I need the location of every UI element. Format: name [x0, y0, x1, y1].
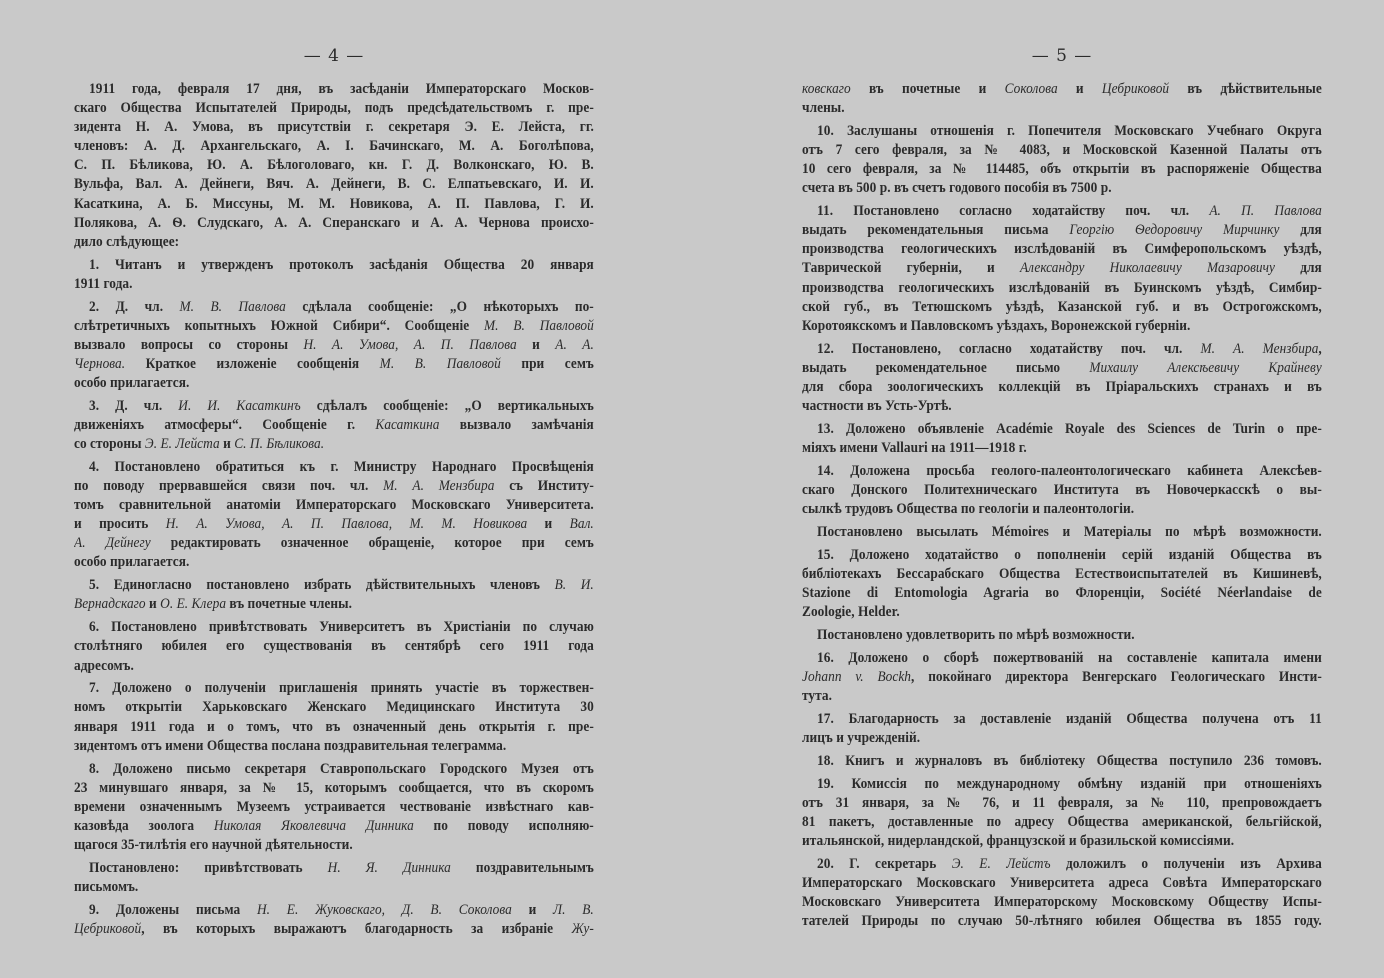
text-segment: 16. Доложено о сборѣ пожертвованій на составленіе капитала имени: [817, 649, 1322, 666]
text-segment: января 1911 года и о томъ, что въ означенный день открытія г. пре-: [74, 718, 594, 735]
text-segment: доложилъ о полученіи изъ Архива: [1050, 855, 1322, 872]
text-line: [74, 595, 594, 614]
text-line: [802, 603, 1322, 622]
italic-name-text: Соколова: [1004, 81, 1058, 97]
italic-name-text: Э. Е. Лейстъ: [951, 855, 1051, 872]
text-line: [802, 221, 1322, 240]
text-line: [74, 156, 594, 175]
text-line: [802, 340, 1322, 359]
italic-name-text: ковскаго: [802, 81, 851, 97]
text-segment: слѣтретичныхъ копытныхъ Южной Сибири“. Сообщеніе: [74, 317, 485, 334]
text-line: [802, 500, 1322, 519]
italic-name-text: А. П. Павлова: [1209, 203, 1322, 220]
text-segment: выдать рекомендательное письмо: [802, 359, 1090, 376]
page-number: — 5 —: [1031, 46, 1093, 66]
text-segment: для: [1279, 222, 1322, 239]
text-segment: выдать рекомендательныя письма: [802, 222, 1070, 239]
text-line: [74, 355, 594, 374]
text-line: [802, 179, 1322, 198]
text-segment: члены.: [802, 100, 845, 117]
text-segment: библіотекахъ Бессарабскаго Общества Естествоиспытателей въ Кишиневѣ,: [802, 565, 1322, 582]
text-line: [802, 99, 1322, 118]
italic-name-text: Александру Николаевичу Мазаровичу: [1019, 260, 1276, 277]
text-segment: счета въ 500 р. въ счетъ годового пособія въ 7500 р.: [802, 180, 1112, 197]
text-segment: по поводу исполняю-: [413, 817, 594, 834]
text-segment: и: [145, 596, 161, 613]
text-segment: 9. Доложены письма: [89, 901, 257, 918]
italic-name-text: М. В. Павловой: [484, 317, 594, 334]
text-segment: и: [511, 901, 554, 918]
text-line: [74, 496, 594, 515]
text-segment: 81 пакетъ, доставленные по адресу Общества американской, бельгійской,: [802, 813, 1322, 830]
text-line: [74, 679, 594, 698]
text-segment: и: [527, 516, 570, 533]
text-line: [74, 477, 594, 496]
text-line: [74, 397, 594, 416]
text-segment: 4. Постановлено обратиться къ г. Министру Народнаго Просвѣщенія: [89, 458, 594, 475]
italic-name-text: М. А. Мензбира: [383, 478, 495, 495]
text-line: [802, 160, 1322, 179]
text-segment: ской губ., въ Тетюшскомъ уѣздѣ, Казанской губ. и въ Острогожскомъ,: [802, 298, 1322, 315]
text-line: [74, 878, 594, 897]
text-segment: Zoologie, Helder.: [802, 604, 900, 621]
text-segment: , покойнаго директора Венгерскаго Геологическаго Инсти-: [911, 668, 1322, 685]
text-line: [802, 420, 1322, 439]
text-segment: 1. Читанъ и утвержденъ протоколъ засѣданія Общества 20 января: [89, 256, 594, 273]
text-segment: номъ открытіи Харьковскаго Женскаго Медицинскаго Института 30: [74, 699, 594, 716]
text-segment: отъ 7 сего февраля, за № 4083, и Московской Казенной Палаты отъ: [802, 142, 1322, 159]
text-segment: 10 сего февраля, за № 114485, объ открытіи въ распоряженіе Общества: [802, 161, 1322, 178]
text-line: [802, 855, 1322, 874]
text-segment: 1911 года.: [74, 275, 133, 292]
text-segment: скаго Донского Политехническаго Института въ Новочеркасскѣ о вы-: [802, 481, 1322, 498]
text-line: [802, 546, 1322, 565]
text-segment: Таврической губерніи, и: [802, 260, 1020, 277]
text-segment: 23 минувшаго января, за № 15, которымъ сообщается, что въ скоромъ: [74, 779, 594, 796]
text-line: [74, 618, 594, 637]
text-segment: 1911 года, февраля 17 дня, въ засѣданіи Императорскаго Москов-: [89, 81, 594, 97]
text-line: [802, 687, 1322, 706]
italic-name-text: Э. Е. Лейста: [144, 436, 220, 453]
text-line: [802, 729, 1322, 748]
text-segment: въ дѣйствительные: [1169, 81, 1322, 97]
text-line: [802, 832, 1322, 851]
italic-name-text: Н. А. Умова, А. П. Павлова, М. М. Новикова: [165, 516, 528, 533]
page-number: — 4 —: [303, 46, 365, 66]
text-line: [802, 710, 1322, 729]
text-segment: производства геологическихъ изслѣдованій въ Симферопольскомъ уѣздѣ,: [802, 241, 1322, 258]
text-segment: особо прилагается.: [74, 375, 190, 391]
text-segment: отъ 31 января, за № 76, и 11 февраля, за № 110, препровождаетъ: [802, 794, 1322, 811]
text-line: [802, 462, 1322, 481]
text-line: [74, 118, 594, 137]
text-line: [74, 859, 594, 878]
text-segment: С. П. Бѣликова, Ю. А. Бѣлоголоваго, кн. Г. Д. Волконскаго, Ю. В.: [74, 157, 594, 174]
text-line: [74, 657, 594, 676]
text-line: [74, 195, 594, 214]
text-line: [74, 515, 594, 534]
text-segment: Коротоякскомъ и Павловскомъ уѣздахъ, Воронежской губерніи.: [802, 317, 1191, 334]
italic-name-text: И. И. Касаткинъ: [178, 397, 301, 414]
text-segment: частности въ Усть-Уртѣ.: [802, 397, 952, 414]
text-segment: столѣтняго юбилея его существованія въ сентябрѣ сего 1911 года: [74, 638, 594, 655]
text-segment: Касаткина, А. Б. Миссуны, М. М. Новикова, А. П. Павлова, Г. И.: [74, 195, 594, 212]
text-segment: 14. Доложена просьба геолого-палеонтологическаго кабинета Алексѣев-: [817, 462, 1322, 479]
text-segment: лицъ и учрежденій.: [802, 729, 921, 746]
text-segment: Stazione di Entomologia Agraria во Флоренціи, Société Néerlandaise de: [802, 584, 1322, 601]
text-line: [802, 279, 1322, 298]
text-segment: членовъ: А. Д. Архангельскаго, А. І. Бачинскаго, М. А. Боголѣпова,: [74, 138, 594, 155]
text-segment: Постановлено высылать Mémoires и Матеріалы по мѣрѣ возможности.: [817, 523, 1322, 540]
text-segment: щагося 35-тилѣтія его научной дѣятельности.: [74, 836, 353, 853]
italic-name-text: Георгію Ѳедоровичу Мирчинку: [1069, 222, 1280, 239]
page-body: [802, 80, 1322, 931]
italic-name-text: А. А.: [555, 336, 594, 353]
text-line: [74, 836, 594, 855]
text-line: [74, 737, 594, 756]
text-line: [74, 637, 594, 656]
text-line: [802, 317, 1322, 336]
text-segment: по поводу прервавшейся связи поч. чл.: [74, 478, 384, 495]
page-body: [74, 80, 594, 939]
italic-name-text: В. И.: [554, 577, 594, 594]
text-segment: Императорскаго Московскаго Университета адреса Совѣта Императорскаго: [802, 875, 1322, 892]
text-line: [74, 698, 594, 717]
text-line: [74, 798, 594, 817]
text-line: [74, 718, 594, 737]
text-line: [74, 779, 594, 798]
italic-name-text: Вал.: [569, 516, 594, 533]
italic-name-text: А. Дейнегу: [74, 535, 151, 552]
text-segment: производства геологическихъ изслѣдованій въ Буинскомъ уѣздѣ, Симбир-: [802, 279, 1322, 296]
text-segment: и просить: [74, 516, 166, 533]
text-segment: 12. Постановлено, согласно ходатайству поч. чл.: [817, 340, 1201, 357]
italic-name-text: О. Е. Клера: [160, 596, 227, 613]
text-line: [802, 813, 1322, 832]
italic-name-text: Касаткина: [375, 416, 440, 433]
italic-name-text: Чернова.: [74, 355, 126, 372]
text-line: [802, 397, 1322, 416]
text-segment: особо прилагается.: [74, 554, 190, 571]
text-line: [802, 122, 1322, 141]
text-line: [802, 259, 1322, 278]
text-line: [802, 912, 1322, 931]
italic-name-text: Жу-: [571, 920, 594, 937]
text-line: [802, 298, 1322, 317]
text-line: [802, 775, 1322, 794]
italic-name-text: М. В. Павлова: [179, 298, 286, 315]
text-segment: Краткое изложеніе сообщенія: [125, 355, 380, 372]
text-line: [74, 817, 594, 836]
text-segment: Вульфа, Вал. А. Дейнеги, Вяч. А. Дейнеги, В. С. Елпатьевскаго, И. И.: [74, 176, 594, 193]
text-line: [802, 359, 1322, 378]
text-line: [74, 214, 594, 233]
italic-name-text: Вернадскаго: [74, 596, 146, 613]
italic-name-text: Н. Я. Динника: [327, 859, 451, 876]
text-line: [802, 584, 1322, 603]
italic-name-text: М. В. Павловой: [379, 355, 501, 372]
text-line: [74, 458, 594, 477]
text-segment: въ почетные и: [850, 81, 1005, 97]
italic-name-text: М. А. Мензбира: [1200, 340, 1319, 357]
italic-name-text: Михаилу Алексѣевичу Крайневу: [1089, 359, 1322, 376]
text-segment: письмомъ.: [74, 878, 139, 895]
text-segment: казовѣда зоолога: [74, 817, 214, 834]
italic-name-text: Николая Яковлевича Динника: [213, 817, 414, 834]
text-segment: 18. Книгъ и журналовъ въ библіотеку Общества поступило 236 томовъ.: [817, 752, 1322, 769]
text-line: [74, 137, 594, 156]
italic-name-text: Н. А. Умова, А. П. Павлова: [303, 336, 517, 353]
text-line: [74, 80, 594, 99]
text-segment: 5. Единогласно постановлено избрать дѣйствительныхъ членовъ: [89, 577, 555, 594]
text-line: [802, 80, 1322, 99]
text-segment: 19. Комиссія по международному обмѣну изданій при отношеніяхъ: [817, 775, 1322, 792]
text-segment: 20. Г. секретарь: [817, 855, 952, 872]
text-segment: 15. Доложено ходатайство о пополненіи серій изданій Общества въ: [817, 546, 1322, 563]
text-line: [802, 565, 1322, 584]
text-line: [74, 416, 594, 435]
text-line: [74, 435, 594, 454]
text-line: [74, 256, 594, 275]
text-segment: ,: [1318, 340, 1322, 357]
text-segment: Постановлено: привѣтствовать: [89, 859, 328, 876]
text-line: [802, 240, 1322, 259]
text-segment: движеніяхъ атмосферы“. Сообщеніе г.: [74, 416, 376, 433]
text-segment: для: [1275, 260, 1322, 277]
text-segment: , въ которыхъ выражаютъ благодарность за избраніе: [141, 920, 572, 937]
text-line: [802, 626, 1322, 645]
text-segment: итальянской, нидерландской, французской и бразильской комиссіями.: [802, 833, 1235, 850]
text-segment: времени означеннымъ Музеемъ устраивается чествованіе извѣстнаго кав-: [74, 798, 594, 815]
text-segment: 11. Постановлено согласно ходатайству поч. чл.: [817, 203, 1210, 220]
text-line: [802, 649, 1322, 668]
text-line: [74, 760, 594, 779]
text-segment: томъ сравнительной анатоміи Императорскаго Московскаго Университета.: [74, 497, 594, 514]
text-segment: 10. Заслушаны отношенія г. Попечителя Московскаго Учебнаго Округа: [817, 122, 1322, 139]
text-segment: со стороны: [74, 436, 145, 453]
text-segment: 3. Д. чл.: [89, 397, 179, 414]
text-segment: поздравительнымъ: [450, 859, 594, 876]
text-line: [802, 378, 1322, 397]
text-line: [802, 439, 1322, 458]
text-segment: вызвало замѣчанія: [439, 416, 594, 433]
text-segment: вызвало вопросы со стороны: [74, 336, 304, 353]
text-segment: зидентомъ отъ имени Общества послана поздравительная телеграмма.: [74, 737, 507, 754]
text-line: [74, 576, 594, 595]
italic-name-text: Л. В.: [553, 901, 594, 918]
italic-name-text: С. П. Бѣликова.: [234, 436, 325, 453]
italic-name-text: Цебриковой: [74, 920, 142, 937]
text-segment: Московскаго Университета Императорскому Московскому Обществу Испы-: [802, 894, 1322, 911]
text-segment: и: [1057, 81, 1102, 97]
text-line: [802, 523, 1322, 542]
text-segment: Постановлено удовлетворить по мѣрѣ возможности.: [817, 626, 1135, 643]
text-segment: тателей Природы по случаю 50-лѣтняго юбилея Общества въ 1855 году.: [802, 913, 1322, 930]
text-line: [74, 553, 594, 572]
text-line: [802, 794, 1322, 813]
text-segment: съ Институ-: [494, 478, 594, 495]
text-segment: 7. Доложено о полученіи приглашенія принять участіе въ торжествен-: [89, 680, 594, 697]
text-line: [74, 920, 594, 939]
text-line: [74, 336, 594, 355]
italic-name-text: Н. Е. Жуковскаго, Д. В. Соколова: [256, 901, 512, 918]
text-line: [802, 752, 1322, 771]
text-segment: и: [516, 336, 556, 353]
text-segment: дило слѣдующее:: [74, 233, 180, 250]
text-line: [802, 481, 1322, 500]
text-line: [74, 374, 594, 393]
text-segment: міяхъ имени Vallauri на 1911—1918 г.: [802, 439, 1027, 456]
text-segment: сылкѣ трудовъ Общества по геологіи и палеонтологіи.: [802, 500, 1135, 517]
text-line: [74, 233, 594, 252]
text-segment: редактировать означенное обращеніе, которое при семъ: [150, 535, 594, 552]
text-segment: сдѣлала сообщеніе: „О нѣкоторыхъ по-: [285, 298, 594, 315]
text-segment: 2. Д. чл.: [89, 298, 180, 315]
italic-name-text: Johann v. Bockh: [802, 668, 912, 685]
text-line: [802, 893, 1322, 912]
text-segment: 17. Благодарность за доставленіе изданій Общества получена отъ 11: [817, 710, 1322, 727]
text-segment: въ почетные члены.: [226, 596, 352, 613]
text-segment: 6. Постановлено привѣтствовать Университетъ въ Христіаніи по случаю: [89, 619, 594, 636]
text-segment: для сбора зоологическихъ коллекцій въ Пріаральскихъ странахъ и въ: [802, 378, 1322, 395]
italic-name-text: Цебриковой: [1101, 81, 1170, 97]
text-segment: 8. Доложено письмо секретаря Ставропольскаго Городского Музея отъ: [89, 760, 594, 777]
text-line: [74, 298, 594, 317]
text-line: [802, 874, 1322, 893]
text-segment: зидента Н. А. Умова, въ присутствіи г. секретаря Э. Е. Лейста, гг.: [74, 119, 594, 136]
text-line: [74, 275, 594, 294]
text-line: [74, 175, 594, 194]
text-segment: сдѣлалъ сообщеніе: „О вертикальныхъ: [300, 397, 594, 414]
text-segment: Полякова, А. Ѳ. Слудскаго, А. А. Сперанскаго и А. А. Чернова происхо-: [74, 214, 594, 231]
text-line: [74, 99, 594, 118]
text-line: [802, 668, 1322, 687]
text-line: [74, 901, 594, 920]
text-segment: тута.: [802, 687, 833, 704]
text-line: [802, 141, 1322, 160]
text-segment: адресомъ.: [74, 657, 134, 674]
text-segment: 13. Доложено объявленіе Académie Royale des Sciences de Turin о пре-: [817, 420, 1322, 437]
text-line: [802, 202, 1322, 221]
text-line: [74, 534, 594, 553]
text-segment: скаго Общества Испытателей Природы, подъ предсѣдательствомъ г. пре-: [74, 100, 594, 117]
text-line: [74, 317, 594, 336]
text-segment: и: [219, 436, 235, 453]
text-segment: при семъ: [500, 355, 594, 372]
